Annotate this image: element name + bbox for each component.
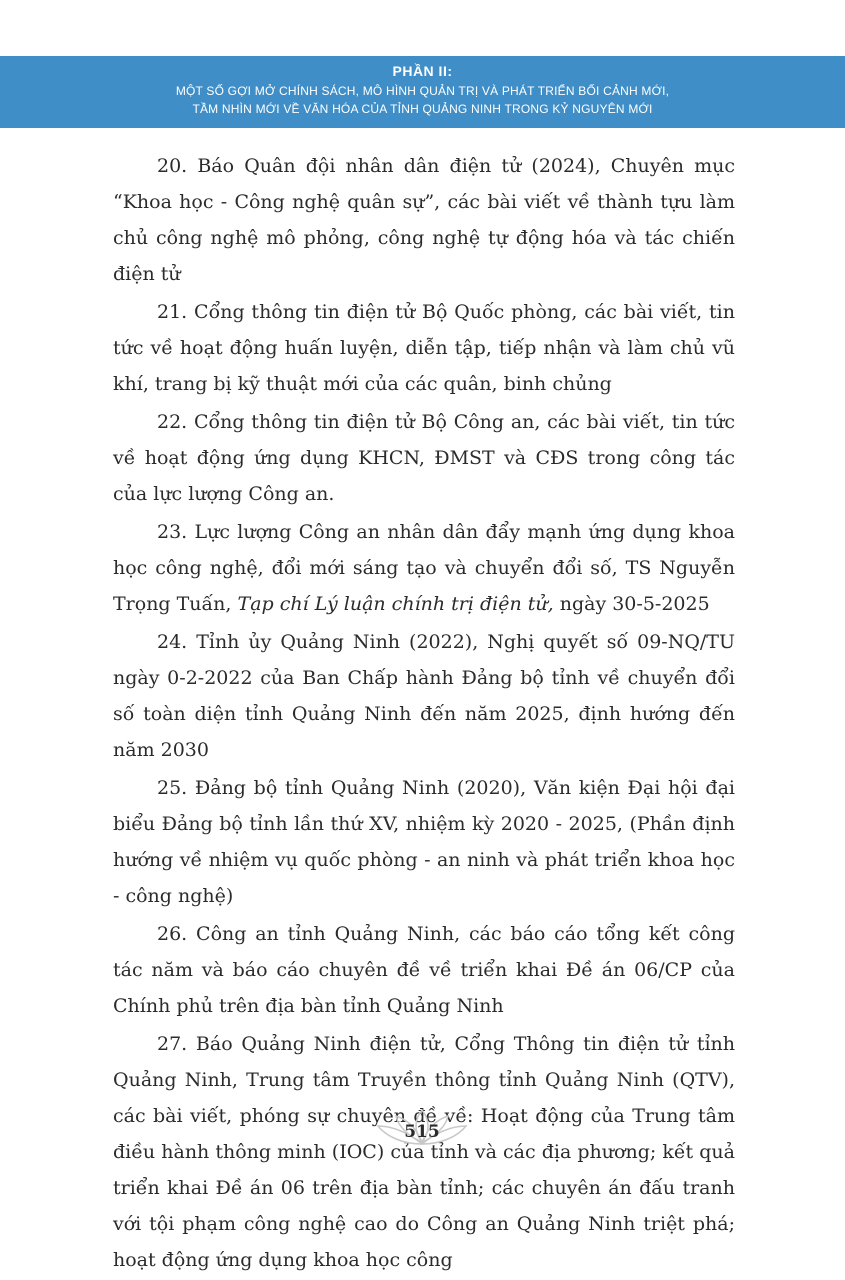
page-number: 515 bbox=[404, 1122, 440, 1142]
header-line-1: MỘT SỐ GỢI MỞ CHÍNH SÁCH, MÔ HÌNH QUẢN TRỊ VÀ PHÁT TRIỂN BỐI CẢNH MỚI, bbox=[175, 84, 670, 98]
journal-title: Tạp chí Lý luận chính trị điện tử, bbox=[237, 593, 554, 615]
chapter-header bbox=[0, 56, 845, 128]
reference-item: 21. Cổng thông tin điện tử Bộ Quốc phòng, các bài viết, tin tức về hoạt động huấn luyện, diễn tập, tiếp nhận và làm chủ vũ khí, trang bị kỹ thuật mới của các quân, binh chủng bbox=[113, 301, 735, 395]
page-number-ornament bbox=[362, 1106, 482, 1154]
reference-item bbox=[113, 514, 735, 622]
reference-item: 26. Công an tỉnh Quảng Ninh, các báo cáo tổng kết công tác năm và báo cáo chuyên đề về triển khai Đề án 06/CP của Chính phủ trên địa bàn tỉnh Quảng Ninh bbox=[113, 923, 735, 1017]
reference-item: 24. Tỉnh ủy Quảng Ninh (2022), Nghị quyết số 09-NQ/TU ngày 0-2-2022 của Ban Chấp hành Đảng bộ tỉnh về chuyển đổi số toàn diện tỉnh Quảng Ninh đến năm 2025, định hướng đến năm 2030 bbox=[113, 631, 735, 761]
header-line-2: TẦM NHÌN MỚI VỀ VĂN HÓA CỦA TỈNH QUẢNG NINH TRONG KỶ NGUYÊN MỚI bbox=[192, 102, 653, 116]
reference-item: 22. Cổng thông tin điện tử Bộ Công an, các bài viết, tin tức về hoạt động ứng dụng KHCN, ĐMST và CĐS trong công tác của lực lượng Công an. bbox=[113, 411, 735, 505]
part-title: PHẦN II: bbox=[392, 63, 453, 79]
reference-item: 25. Đảng bộ tỉnh Quảng Ninh (2020), Văn kiện Đại hội đại biểu Đảng bộ tỉnh lần thứ XV, nhiệm kỳ 2020 - 2025, (Phần định hướng về nhiệm vụ quốc phòng - an ninh và phát triển khoa học - công nghệ) bbox=[113, 777, 735, 907]
reference-item: 27. Báo Quảng Ninh điện tử, Cổng Thông tin điện tử tỉnh Quảng Ninh, Trung tâm Truyền thông tỉnh Quảng Ninh (QTV), các bài viết, phóng sự chuyên đề về: Hoạt động của Trung tâm điều hành thông minh (IOC) của tỉnh và các địa phương; kết quả triển khai Đề án 06 trên địa bàn tỉnh; các chuyên án đấu tranh với tội phạm công nghệ cao do Công an Quảng Ninh triệt phá; hoạt động ứng dụng khoa học công bbox=[113, 1033, 735, 1271]
reference-text: 23. Lực lượng Công an nhân dân đẩy mạnh ứng dụng khoa học công nghệ, đổi mới sáng tạo và chuyển đổi số, TS Nguyễn Trọng Tuấn, bbox=[113, 521, 735, 615]
reference-item: 20. Báo Quân đội nhân dân điện tử (2024), Chuyên mục “Khoa học - Công nghệ quân sự”, các bài viết về thành tựu làm chủ công nghệ mô phỏng, công nghệ tự động hóa và tác chiến điện tử bbox=[113, 155, 735, 285]
reference-date: ngày 30-5-2025 bbox=[559, 593, 710, 615]
